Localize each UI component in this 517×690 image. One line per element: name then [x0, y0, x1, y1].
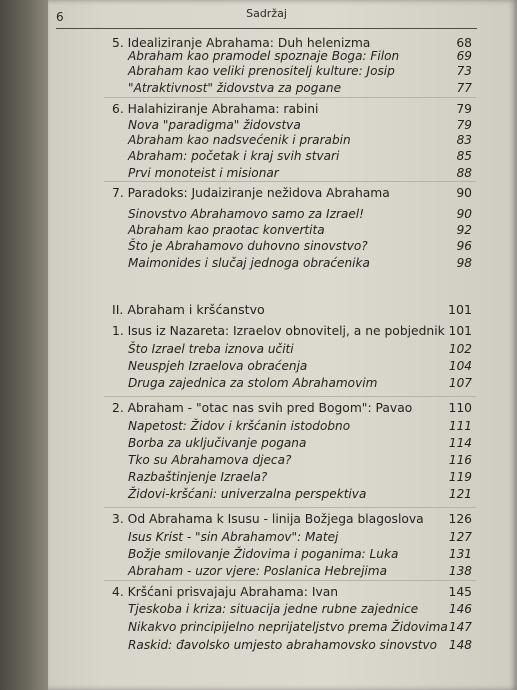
toc-subentry — [128, 601, 472, 618]
toc-entry-title: 6. Halahiziranje Abrahama: rabini — [112, 102, 319, 116]
toc-entry-title: Tjeskoba i kriza: situacija jedne rubne zajednice — [128, 602, 419, 616]
toc-subentry — [128, 165, 472, 182]
toc-chapter — [112, 185, 472, 202]
toc-entry-title: Neuspjeh Izraelova obraćenja — [128, 359, 308, 373]
toc-chapter — [112, 323, 472, 340]
toc-entry-title: Abraham kao nadsvećenik i prarabin — [128, 133, 351, 147]
toc-page-number: 111 — [448, 419, 472, 433]
toc-subentry — [128, 341, 472, 358]
toc-page-number: 92 — [456, 223, 472, 237]
toc-page-number: 146 — [448, 602, 472, 616]
toc-entry-title: Abraham kao veliki prenositelj kulture: Josip — [128, 64, 395, 78]
toc-page-number: 79 — [456, 118, 472, 132]
header-title: Sadržaj — [246, 7, 287, 20]
toc-page-number: 101 — [448, 324, 472, 338]
toc-page-number: 147 — [448, 620, 472, 634]
toc-page-number: 131 — [448, 547, 472, 561]
toc-page-number: 119 — [448, 470, 472, 484]
toc-subentry — [128, 619, 472, 636]
toc-page-number: 101 — [447, 302, 472, 317]
toc-entry-title: "Atraktivnost" židovstva za pogane — [128, 81, 342, 95]
toc-subentry — [128, 222, 472, 239]
toc-chapter — [112, 511, 472, 528]
toc-page-number: 121 — [448, 487, 472, 501]
toc-entry-title: Abraham: početak i kraj svih stvari — [128, 149, 340, 163]
toc-entry-title: Abraham kao pramodel spoznaje Boga: Filon — [128, 49, 400, 63]
toc-page-number: 116 — [448, 453, 472, 467]
toc-subentry — [128, 63, 472, 80]
toc-page-number: 102 — [448, 342, 472, 356]
toc-entry-title: Abraham - uzor vjere: Poslanica Hebrejima — [128, 564, 387, 578]
toc-entry-title: 4. Kršćani prisvajaju Abrahama: Ivan — [112, 585, 339, 599]
toc-entry-title: Božje smilovanje Židovima i poganima: Luka — [128, 547, 399, 561]
toc-page-number: 126 — [448, 512, 472, 526]
toc-chapter — [112, 400, 472, 417]
toc-chapter — [112, 101, 472, 118]
toc-page-number: 96 — [456, 239, 472, 253]
toc-subentry — [128, 206, 472, 223]
toc-subentry — [128, 238, 472, 255]
toc-entry-title: 7. Paradoks: Judaiziranje nežidova Abrahama — [112, 186, 390, 200]
toc-entry-title: Razbaštinjenje Izraela? — [128, 470, 268, 484]
toc-page-number: 90 — [456, 186, 472, 200]
toc-entry-title: Napetost: Židov i kršćanin istodobno — [128, 419, 351, 433]
toc-subentry — [128, 132, 472, 149]
toc-page-number: 68 — [456, 36, 472, 50]
toc-part-heading — [112, 301, 472, 318]
toc-subentry — [128, 529, 472, 546]
toc-entry-title: Maimonides i slučaj jednoga obraćenika — [128, 256, 370, 270]
toc-entry-title: Abraham kao praotac konvertita — [128, 223, 325, 237]
toc-entry-title: Borba za uključivanje pogana — [128, 436, 307, 450]
toc-entry-title: II. Abraham i kršćanstvo — [112, 302, 265, 317]
toc-entry-title: Židovi-kršćani: univerzalna perspektiva — [128, 487, 367, 501]
toc-page-number: 79 — [456, 102, 472, 116]
toc-subentry — [128, 80, 472, 97]
section-divider — [104, 580, 476, 581]
toc-entry-title: Raskid: đavolsko umjesto abrahamovsko sinovstvo — [128, 638, 438, 652]
toc-subentry — [128, 375, 472, 392]
toc-page-number: 85 — [456, 149, 472, 163]
section-divider — [104, 507, 476, 508]
toc-subentry — [128, 486, 472, 503]
section-divider — [104, 396, 476, 397]
toc-page-number: 69 — [456, 49, 472, 63]
header-page-number: 6 — [56, 10, 64, 24]
toc-page-number: 114 — [448, 436, 472, 450]
toc-entry-title: Nikakvo principijelno neprijateljstvo prema Židovima — [128, 620, 448, 634]
toc-page-number: 138 — [448, 564, 472, 578]
toc-entry-title: Druga zajednica za stolom Abrahamovim — [128, 376, 378, 390]
toc-page-number: 148 — [448, 638, 472, 652]
toc-entry-title: Isus Krist - "sin Abrahamov": Matej — [128, 530, 339, 544]
toc-entry-title: Tko su Abrahamova djeca? — [128, 453, 292, 467]
toc-entry-title: Sinovstvo Abrahamovo samo za Izrael! — [128, 207, 364, 221]
toc-subentry — [128, 469, 472, 486]
toc-entry-title: Prvi monoteist i misionar — [128, 166, 279, 180]
toc-subentry — [128, 563, 472, 580]
toc-page-number: 83 — [456, 133, 472, 147]
toc-subentry — [128, 255, 472, 272]
toc-subentry — [128, 148, 472, 165]
toc-subentry — [128, 435, 472, 452]
toc-subentry — [128, 358, 472, 375]
toc-entry-title: 3. Od Abrahama k Isusu - linija Božjega blagoslova — [112, 512, 424, 526]
toc-subentry — [128, 452, 472, 469]
toc-page-number: 107 — [448, 376, 472, 390]
toc-entry-title: 1. Isus iz Nazareta: Izraelov obnovitelj, a ne pobjednik — [112, 324, 445, 338]
toc-page-number: 90 — [456, 207, 472, 221]
toc-entry-title: Što Izrael treba iznova učiti — [128, 342, 294, 356]
section-divider — [104, 97, 476, 98]
toc-entry-title: Nova "paradigma" židovstva — [128, 118, 301, 132]
toc-subentry — [128, 546, 472, 563]
toc-page-number: 88 — [456, 166, 472, 180]
toc-page-number: 145 — [448, 585, 472, 599]
toc-page-number: 127 — [448, 530, 472, 544]
toc-page-number: 110 — [448, 401, 472, 415]
toc-page-number: 77 — [456, 81, 472, 95]
toc-page-number: 104 — [448, 359, 472, 373]
toc-page-number: 98 — [456, 256, 472, 270]
toc-entry-title: 5. Idealiziranje Abrahama: Duh helenizma — [112, 36, 371, 50]
toc-page-number: 73 — [456, 64, 472, 78]
toc-entry-title: 2. Abraham - "otac nas svih pred Bogom": Pavao — [112, 401, 413, 415]
toc-chapter — [112, 584, 472, 601]
toc-entry-title: Što je Abrahamovo duhovno sinovstvo? — [128, 239, 368, 253]
toc-subentry — [128, 418, 472, 435]
toc-subentry — [128, 637, 472, 654]
